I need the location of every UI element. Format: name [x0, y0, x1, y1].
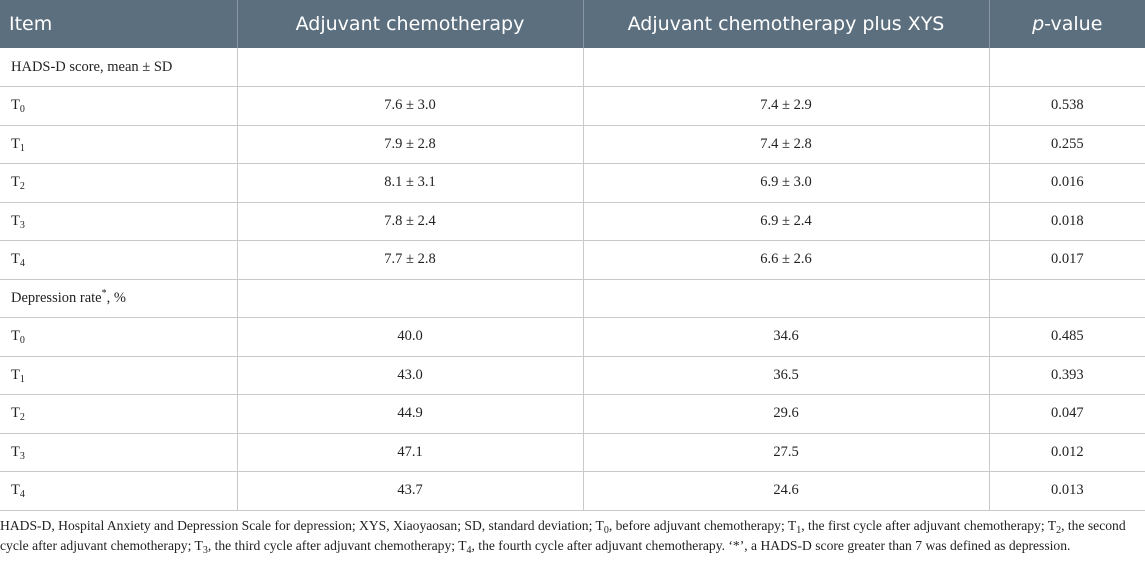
group2-value-cell: 27.5	[583, 433, 989, 472]
footnote-sub: 2	[1056, 525, 1062, 536]
timepoint-subscript: 2	[19, 181, 25, 193]
timepoint-label: T	[11, 366, 20, 383]
timepoint-label: T	[11, 174, 20, 191]
footnote-sub: 4	[466, 545, 472, 556]
timepoint-subscript: 3	[19, 450, 25, 462]
table-row	[0, 472, 1145, 511]
group1-value-cell: 7.6 ± 3.0	[237, 87, 583, 126]
group2-value-cell: 34.6	[583, 318, 989, 357]
group2-value-cell: 6.6 ± 2.6	[583, 241, 989, 280]
p-value-cell: 0.017	[989, 241, 1145, 280]
timepoint-cell	[0, 433, 237, 472]
empty-cell	[989, 279, 1145, 318]
group1-value-cell: 7.8 ± 2.4	[237, 202, 583, 241]
header-p-suffix: -value	[1044, 13, 1103, 35]
p-value-cell: 0.012	[989, 433, 1145, 472]
header-p-value	[989, 0, 1145, 48]
timepoint-label: T	[11, 405, 20, 422]
timepoint-subscript: 0	[19, 104, 25, 116]
timepoint-label: T	[11, 251, 20, 268]
footnote-text: HADS-D, Hospital Anxiety and Depression Scale for depression; XYS, Xiaoyaosan; SD, standard deviation; T	[0, 518, 604, 533]
header-adjuvant-chemotherapy-plus-xys: Adjuvant chemotherapy plus XYS	[583, 0, 989, 48]
table-row	[0, 87, 1145, 126]
section-row	[0, 279, 1145, 318]
group2-value-cell: 6.9 ± 2.4	[583, 202, 989, 241]
timepoint-label: T	[11, 482, 20, 499]
timepoint-cell	[0, 202, 237, 241]
p-value-cell: 0.016	[989, 164, 1145, 203]
p-value-cell: 0.485	[989, 318, 1145, 357]
timepoint-cell	[0, 241, 237, 280]
p-value-cell: 0.018	[989, 202, 1145, 241]
footnote-text: , the second cycle after adjuvant chemotherapy; T	[0, 518, 1126, 553]
footnote-text: , the fourth cycle after adjuvant chemotherapy. ‘*’, a HADS-D score greater than 7 was defined as depression.	[471, 538, 1071, 553]
section-label-suffix: , %	[106, 289, 126, 306]
group1-value-cell: 8.1 ± 3.1	[237, 164, 583, 203]
section-label-text: Depression rate	[11, 289, 102, 306]
group2-value-cell: 6.9 ± 3.0	[583, 164, 989, 203]
p-value-cell: 0.393	[989, 356, 1145, 395]
timepoint-cell	[0, 125, 237, 164]
footnote-sub: 1	[796, 525, 802, 536]
group1-value-cell: 40.0	[237, 318, 583, 357]
footnote-text: , the first cycle after adjuvant chemotherapy; T	[801, 518, 1057, 533]
header-item: Item	[0, 0, 237, 48]
footnote-sub: 0	[603, 525, 609, 536]
timepoint-subscript: 1	[19, 373, 25, 385]
table-row	[0, 433, 1145, 472]
timepoint-subscript: 4	[19, 489, 25, 501]
group1-value-cell: 47.1	[237, 433, 583, 472]
group2-value-cell: 7.4 ± 2.9	[583, 87, 989, 126]
empty-cell	[237, 48, 583, 87]
section-label	[0, 48, 237, 87]
header-adjuvant-chemotherapy: Adjuvant chemotherapy	[237, 0, 583, 48]
footnote-text: , before adjuvant chemotherapy; T	[608, 518, 797, 533]
group1-value-cell: 7.9 ± 2.8	[237, 125, 583, 164]
section-label-sup: *	[101, 287, 107, 299]
group2-value-cell: 29.6	[583, 395, 989, 434]
empty-cell	[583, 279, 989, 318]
group1-value-cell: 43.7	[237, 472, 583, 511]
section-label-text: HADS-D score, mean ± SD	[11, 58, 173, 75]
group1-value-cell: 7.7 ± 2.8	[237, 241, 583, 280]
p-value-cell: 0.047	[989, 395, 1145, 434]
group2-value-cell: 24.6	[583, 472, 989, 511]
table-row	[0, 125, 1145, 164]
empty-cell	[583, 48, 989, 87]
p-value-cell: 0.255	[989, 125, 1145, 164]
timepoint-subscript: 0	[19, 335, 25, 347]
section-label	[0, 279, 237, 318]
table-body	[0, 48, 1145, 510]
timepoint-subscript: 4	[19, 258, 25, 270]
group2-value-cell: 36.5	[583, 356, 989, 395]
empty-cell	[237, 279, 583, 318]
table-footnote	[0, 516, 1140, 556]
timepoint-cell	[0, 318, 237, 357]
footnote-sub: 3	[202, 545, 208, 556]
timepoint-cell	[0, 472, 237, 511]
table-row	[0, 164, 1145, 203]
timepoint-label: T	[11, 212, 20, 229]
p-value-cell: 0.538	[989, 87, 1145, 126]
timepoint-cell	[0, 87, 237, 126]
timepoint-label: T	[11, 328, 20, 345]
table-row	[0, 202, 1145, 241]
table-header-row	[0, 0, 1145, 48]
group2-value-cell: 7.4 ± 2.8	[583, 125, 989, 164]
group1-value-cell: 44.9	[237, 395, 583, 434]
footnote-text: , the third cycle after adjuvant chemotherapy; T	[207, 538, 467, 553]
timepoint-label: T	[11, 443, 20, 460]
timepoint-label: T	[11, 97, 20, 114]
timepoint-cell	[0, 356, 237, 395]
timepoint-cell	[0, 164, 237, 203]
table-row	[0, 241, 1145, 280]
empty-cell	[989, 48, 1145, 87]
timepoint-cell	[0, 395, 237, 434]
timepoint-subscript: 2	[19, 412, 25, 424]
table-row	[0, 356, 1145, 395]
table-row	[0, 318, 1145, 357]
p-value-cell: 0.013	[989, 472, 1145, 511]
timepoint-label: T	[11, 135, 20, 152]
group1-value-cell: 43.0	[237, 356, 583, 395]
timepoint-subscript: 3	[19, 219, 25, 231]
section-row	[0, 48, 1145, 87]
timepoint-subscript: 1	[19, 142, 25, 154]
header-p-italic: p	[1032, 13, 1045, 35]
table-row	[0, 395, 1145, 434]
